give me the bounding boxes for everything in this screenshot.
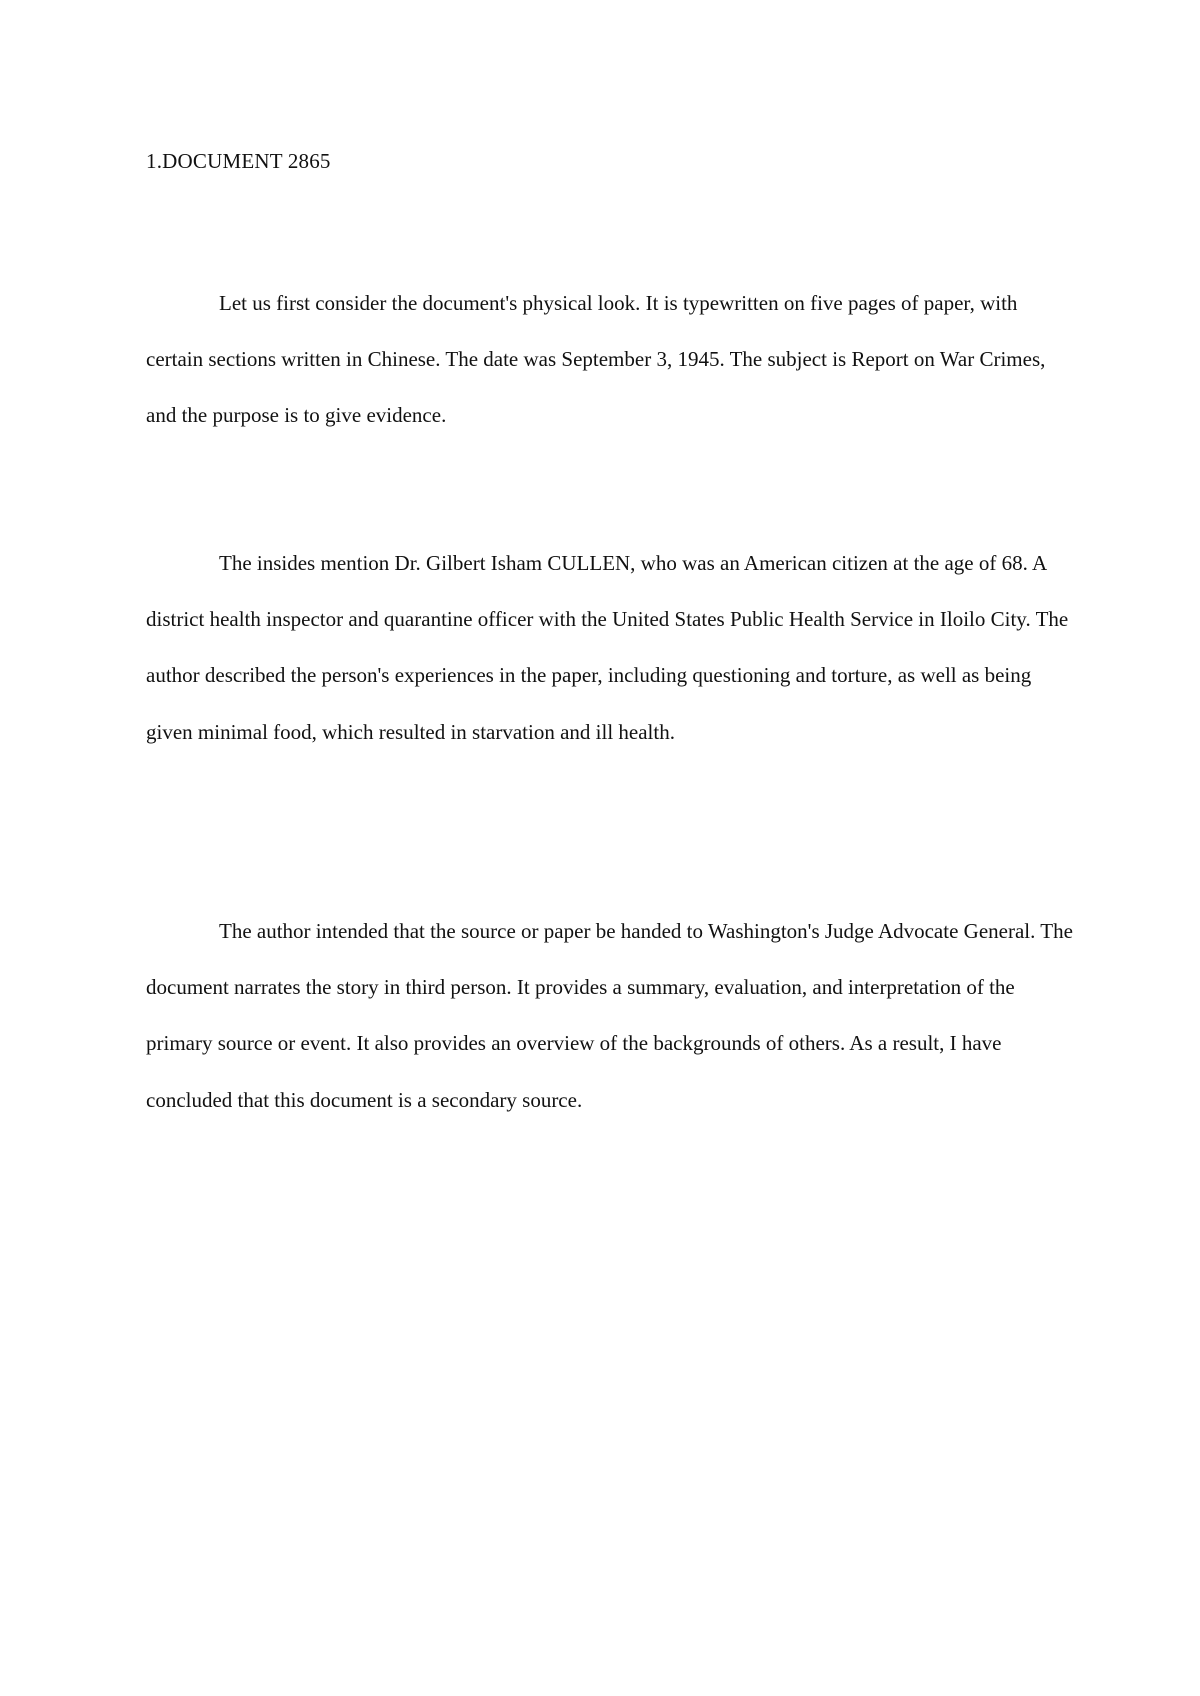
paragraph-conclusion: The author intended that the source or paper be handed to Washington's Judge Advocate General. The document narrates the story in third person. It provides a summary, evaluation, and interpretation of the primary source or event. It also provides an overview of the backgrounds of others. As a result, I have concluded that this document is a secondary source. xyxy=(146,919,1073,1112)
paragraph-physical-description: Let us first consider the document's physical look. It is typewritten on five pages of paper, with certain sections written in Chinese. The date was September 3, 1945. The subject is Report on War Crimes, and the purpose is to give evidence. xyxy=(146,291,1046,428)
paragraph-contents: The insides mention Dr. Gilbert Isham CULLEN, who was an American citizen at the age of 68. A district health inspector and quarantine officer with the United States Public Health Service in Iloilo City. The author described the person's experiences in the paper, including questioning and torture, as well as being given minimal food, which resulted in starvation and ill health. xyxy=(146,551,1069,744)
document-heading: 1.DOCUMENT 2865 xyxy=(146,149,331,173)
